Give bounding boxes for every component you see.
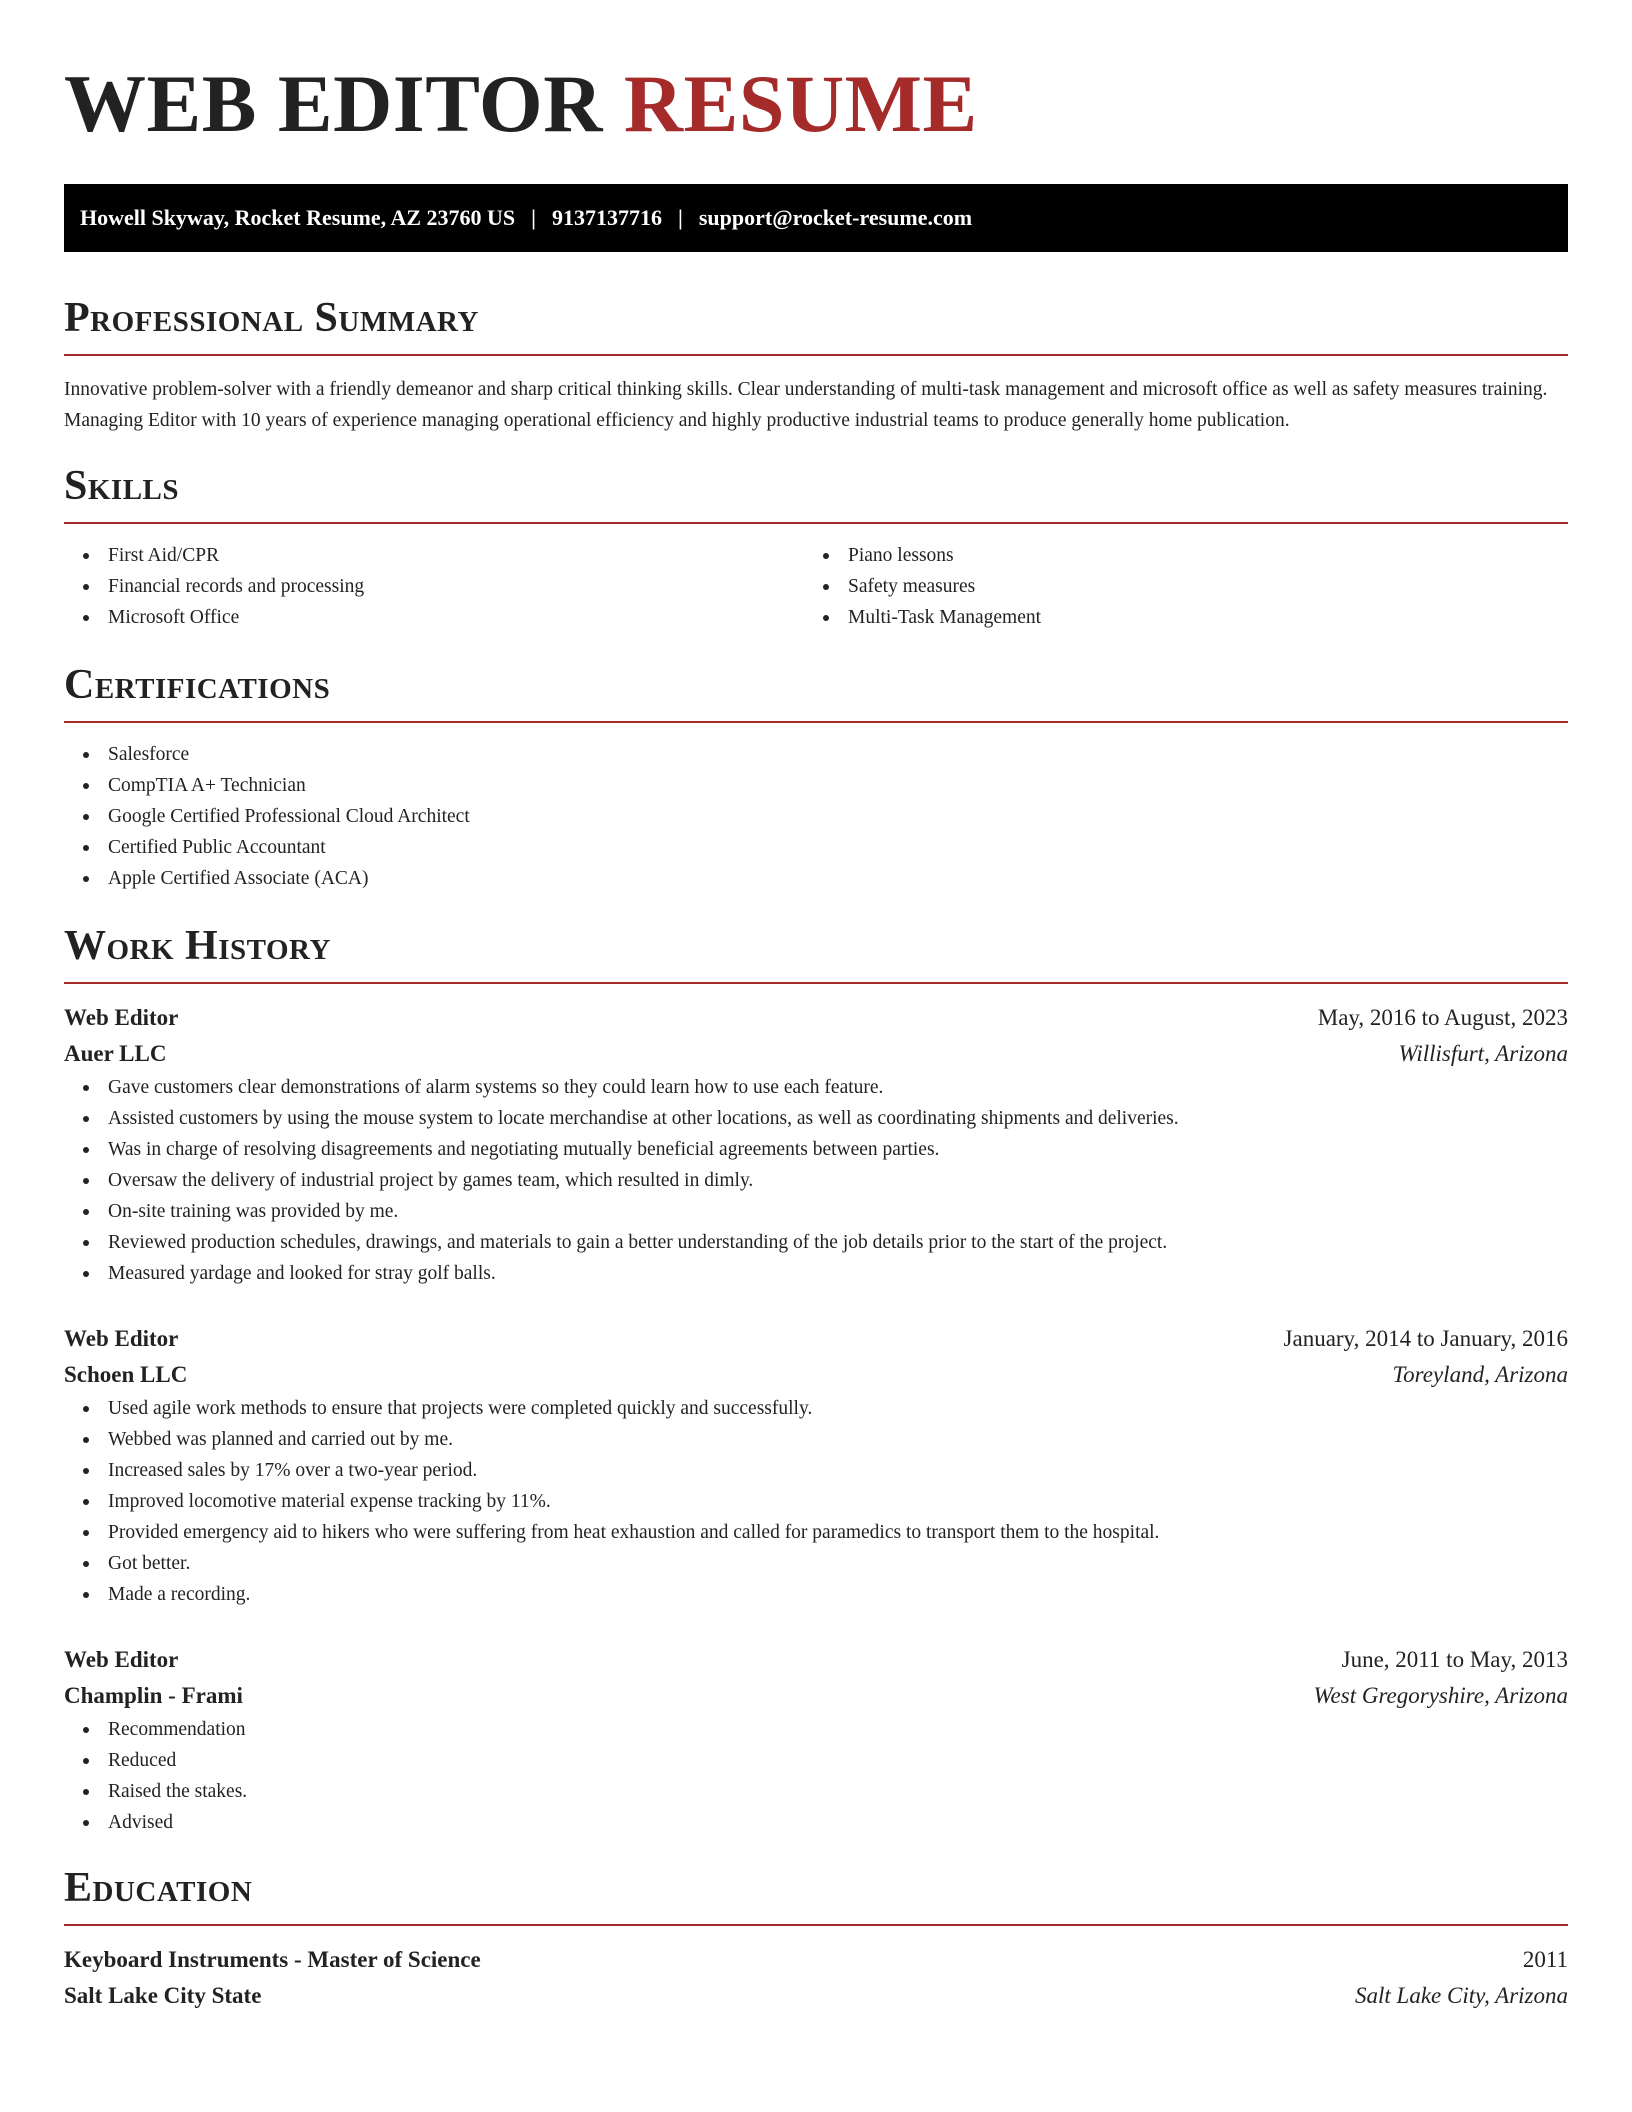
- job-location: West Gregoryshire, Arizona: [1313, 1683, 1568, 1708]
- summary-section: [64, 292, 1568, 436]
- education-school: Salt Lake City State: [64, 1983, 262, 2008]
- skill-item: Microsoft Office: [64, 602, 804, 633]
- certification-item: Certified Public Accountant: [64, 832, 1568, 863]
- job-company-row: [64, 1036, 1568, 1072]
- job-duty: On-site training was provided by me.: [64, 1196, 1568, 1227]
- skills-columns: [64, 540, 1568, 633]
- resume-title: [64, 0, 1568, 152]
- certifications-section: [64, 659, 1568, 894]
- title-main: WEB EDITOR: [64, 58, 603, 149]
- contact-address: Howell Skyway, Rocket Resume, AZ 23760 US: [80, 205, 516, 230]
- skill-item: Multi-Task Management: [804, 602, 1544, 633]
- job-duties-list: [64, 1072, 1568, 1289]
- job-company: Auer LLC: [64, 1041, 167, 1066]
- education-entry: [64, 1942, 1568, 2014]
- education-heading: Education: [64, 1865, 253, 1911]
- job-duty: Recommendation: [64, 1714, 1568, 1745]
- skills-list-left: [64, 540, 804, 633]
- job-duty: Oversaw the delivery of industrial project by games team, which resulted in dimly.: [64, 1165, 1568, 1196]
- job-duty: Measured yardage and looked for stray golf balls.: [64, 1258, 1568, 1289]
- job-duty: Got better.: [64, 1548, 1568, 1579]
- job-header-row: [64, 1642, 1568, 1678]
- job-duty: Increased sales by 17% over a two-year period.: [64, 1455, 1568, 1486]
- work-history-heading: Work History: [64, 923, 331, 969]
- education-school-row: [64, 1978, 1568, 2014]
- job-duty: Gave customers clear demonstrations of alarm systems so they could learn how to use each feature.: [64, 1072, 1568, 1103]
- skill-item: Safety measures: [804, 571, 1544, 602]
- section-divider: [64, 1924, 1568, 1926]
- job-entry: [64, 1642, 1568, 1838]
- skill-item: First Aid/CPR: [64, 540, 804, 571]
- skills-section: [64, 460, 1568, 633]
- certification-item: Google Certified Professional Cloud Architect: [64, 801, 1568, 832]
- job-duty: Improved locomotive material expense tracking by 11%.: [64, 1486, 1568, 1517]
- job-dates: June, 2011 to May, 2013: [1341, 1647, 1568, 1672]
- job-company: Champlin - Frami: [64, 1683, 243, 1708]
- education-header-row: [64, 1942, 1568, 1978]
- job-duty: Provided emergency aid to hikers who were suffering from heat exhaustion and called for paramedics to transport them to the hospital.: [64, 1517, 1568, 1548]
- job-header-row: [64, 1321, 1568, 1357]
- section-divider: [64, 354, 1568, 356]
- skills-list-right: [804, 540, 1544, 633]
- contact-bar: [64, 184, 1568, 252]
- summary-heading: Professional Summary: [64, 295, 479, 341]
- job-duty: Used agile work methods to ensure that projects were completed quickly and successfully.: [64, 1393, 1568, 1424]
- job-duty: Reviewed production schedules, drawings, and materials to gain a better understanding of the job details prior to the start of the project.: [64, 1227, 1568, 1258]
- job-duty: Raised the stakes.: [64, 1776, 1568, 1807]
- job-duty: Reduced: [64, 1745, 1568, 1776]
- certification-item: Salesforce: [64, 739, 1568, 770]
- certifications-list: [64, 739, 1568, 894]
- skill-item: Piano lessons: [804, 540, 1544, 571]
- job-company-row: [64, 1678, 1568, 1714]
- job-company: Schoen LLC: [64, 1362, 188, 1387]
- title-accent: RESUME: [623, 58, 978, 149]
- job-duty: Advised: [64, 1807, 1568, 1838]
- job-dates: January, 2014 to January, 2016: [1283, 1326, 1568, 1351]
- skills-heading: Skills: [64, 463, 180, 509]
- section-divider: [64, 522, 1568, 524]
- work-history-section: [64, 920, 1568, 1838]
- job-title: Web Editor: [64, 1005, 179, 1030]
- job-duties-list: [64, 1714, 1568, 1838]
- certifications-heading: Certifications: [64, 662, 331, 708]
- job-entry: [64, 1000, 1568, 1289]
- contact-separator: |: [531, 205, 536, 230]
- contact-email: support@rocket-resume.com: [698, 205, 973, 230]
- summary-text: Innovative problem-solver with a friendly demeanor and sharp critical thinking skills. Clear understanding of multi-task management and microsoft office as well as safety measures training. Managing Editor with 10 years of experience managing operational efficiency and highly productive industrial teams to produce generally home publication.: [64, 379, 1548, 431]
- education-year: 2011: [1522, 1947, 1568, 1972]
- education-section: [64, 1862, 1568, 2014]
- skill-item: Financial records and processing: [64, 571, 804, 602]
- certification-item: CompTIA A+ Technician: [64, 770, 1568, 801]
- job-header-row: [64, 1000, 1568, 1036]
- job-duty: Webbed was planned and carried out by me.: [64, 1424, 1568, 1455]
- education-location: Salt Lake City, Arizona: [1355, 1983, 1568, 2008]
- job-entry: [64, 1321, 1568, 1610]
- job-location: Toreyland, Arizona: [1392, 1362, 1568, 1387]
- contact-separator: |: [677, 205, 683, 230]
- section-divider: [64, 982, 1568, 984]
- job-title: Web Editor: [64, 1326, 179, 1351]
- job-duty: Was in charge of resolving disagreements and negotiating mutually beneficial agreements between parties.: [64, 1134, 1568, 1165]
- certification-item: Apple Certified Associate (ACA): [64, 863, 1568, 894]
- job-dates: May, 2016 to August, 2023: [1317, 1005, 1568, 1030]
- job-duty: Assisted customers by using the mouse system to locate merchandise at other locations, as well as coordinating shipments and deliveries.: [64, 1103, 1568, 1134]
- job-title: Web Editor: [64, 1647, 179, 1672]
- job-company-row: [64, 1357, 1568, 1393]
- section-divider: [64, 721, 1568, 723]
- job-duties-list: [64, 1393, 1568, 1610]
- education-degree: Keyboard Instruments - Master of Science: [64, 1947, 481, 1972]
- job-location: Willisfurt, Arizona: [1398, 1041, 1568, 1066]
- job-duty: Made a recording.: [64, 1579, 1568, 1610]
- contact-phone: 9137137716: [551, 205, 662, 230]
